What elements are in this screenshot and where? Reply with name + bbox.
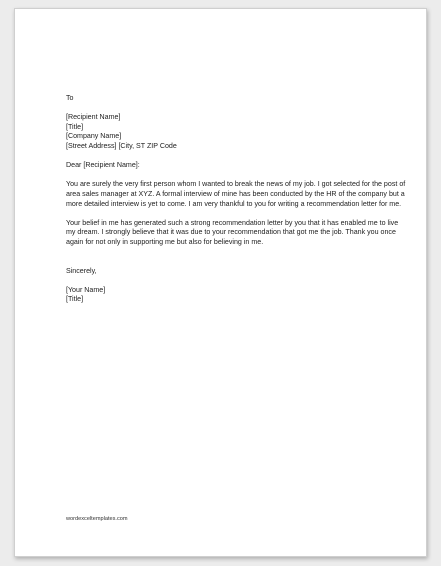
letter-body: [66, 94, 406, 315]
greeting: Dear [Recipient Name]:: [66, 161, 140, 170]
salutation-to: To: [66, 94, 74, 102]
paragraph-1: You are surely the very first person whom I wanted to break the news of my job. I got selected for the post of area sales manager at XYZ. A formal interview of mine has been conducted by the HR of the company but a more detailed interview is yet to come. I am very thankful to you for writing a recommendation letter for me.: [66, 180, 406, 208]
closing: Sincerely,: [66, 266, 97, 275]
sender-title: [Title]: [66, 295, 84, 304]
paragraph-2: Your belief in me has generated such a strong recommendation letter by you that it has enabled me to live my dream. I strongly believe that it was due to your recommendation that got me the job. Thank you once again for not only in supporting me but also for believing in me.: [66, 218, 399, 246]
to-section: [66, 94, 406, 104]
spacer: [66, 257, 406, 267]
document-page: [14, 8, 427, 557]
recipient-address: [Street Address] [City, ST ZIP Code: [66, 141, 177, 150]
recipient-title: [Title]: [66, 122, 84, 131]
sender-name: [Your Name]: [66, 285, 106, 294]
recipient-company: [Company Name]: [66, 132, 122, 141]
greeting-section: [66, 161, 406, 171]
signature-block: [66, 286, 406, 305]
closing-section: [66, 267, 406, 277]
recipient-name: [Recipient Name]: [66, 113, 121, 122]
recipient-address-block: [66, 113, 406, 151]
footer-website: wordexceltemplates.com: [66, 516, 128, 522]
